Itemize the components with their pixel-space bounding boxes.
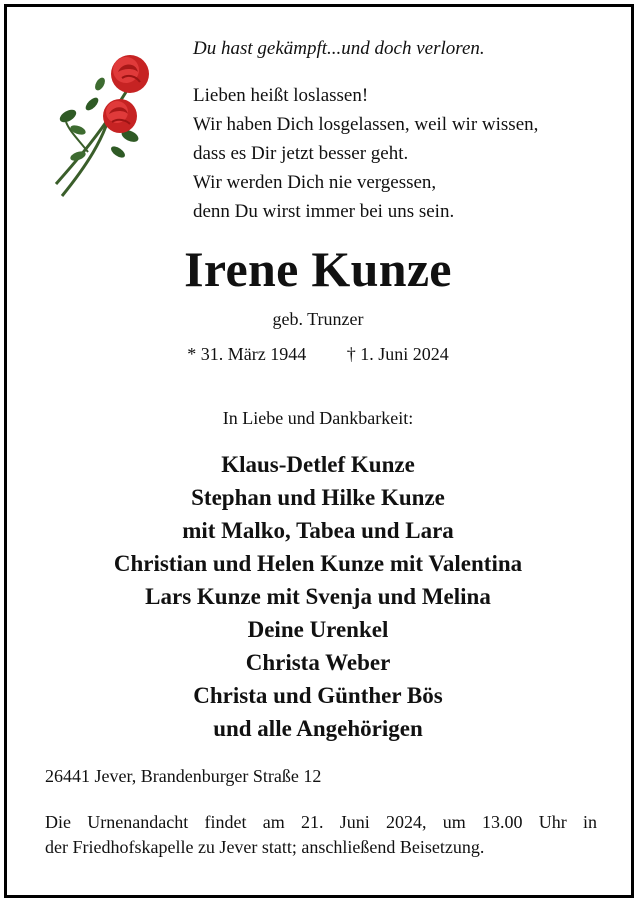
mourner-line: mit Malko, Tabea und Lara bbox=[182, 518, 454, 543]
verse-line: Wir haben Dich losgelassen, weil wir wissen, bbox=[193, 114, 539, 135]
mourner-line: Stephan und Hilke Kunze bbox=[191, 485, 445, 510]
mourner-line: Lars Kunze mit Svenja und Melina bbox=[145, 584, 491, 609]
deceased-name: Irene Kunze bbox=[184, 241, 452, 297]
family-address: 26441 Jever, Brandenburger Straße 12 bbox=[45, 766, 322, 786]
life-dates bbox=[0, 341, 636, 367]
verse-line: Wir werden Dich nie vergessen, bbox=[193, 172, 437, 193]
verse-line: Lieben heißt loslassen! bbox=[193, 85, 369, 106]
mourner-line: Christian und Helen Kunze mit Valentina bbox=[113, 551, 523, 576]
verse-block bbox=[193, 36, 613, 226]
maiden-name: geb. Trunzer bbox=[272, 309, 364, 329]
verse-motto: Du hast gekämpft...und doch verloren. bbox=[193, 38, 485, 59]
mourner-line: und alle Angehörigen bbox=[213, 716, 423, 741]
mourner-line: Klaus-Detlef Kunze bbox=[221, 452, 415, 477]
birth-date: * 31. März 1944 bbox=[187, 344, 307, 364]
mourner-line: Christa und Günther Bös bbox=[193, 683, 443, 708]
funeral-notice-line: Die Urnenandacht findet am 21. Juni 2024, um 13.00 Uhr in bbox=[45, 812, 597, 832]
funeral-notice-line: der Friedhofskapelle zu Jever statt; anschließend Beisetzung. bbox=[45, 837, 485, 857]
death-date: † 1. Juni 2024 bbox=[346, 344, 449, 364]
mourner-line: Christa Weber bbox=[245, 650, 391, 675]
verse-line: denn Du wirst immer bei uns sein. bbox=[193, 201, 455, 222]
mourner-line: Deine Urenkel bbox=[247, 617, 389, 642]
funeral-notice bbox=[45, 810, 597, 860]
mourners-intro: In Liebe und Dankbarkeit: bbox=[222, 408, 414, 428]
red-roses-icon bbox=[48, 44, 168, 204]
mourners-list bbox=[0, 448, 636, 745]
verse-line: dass es Dir jetzt besser geht. bbox=[193, 143, 409, 164]
